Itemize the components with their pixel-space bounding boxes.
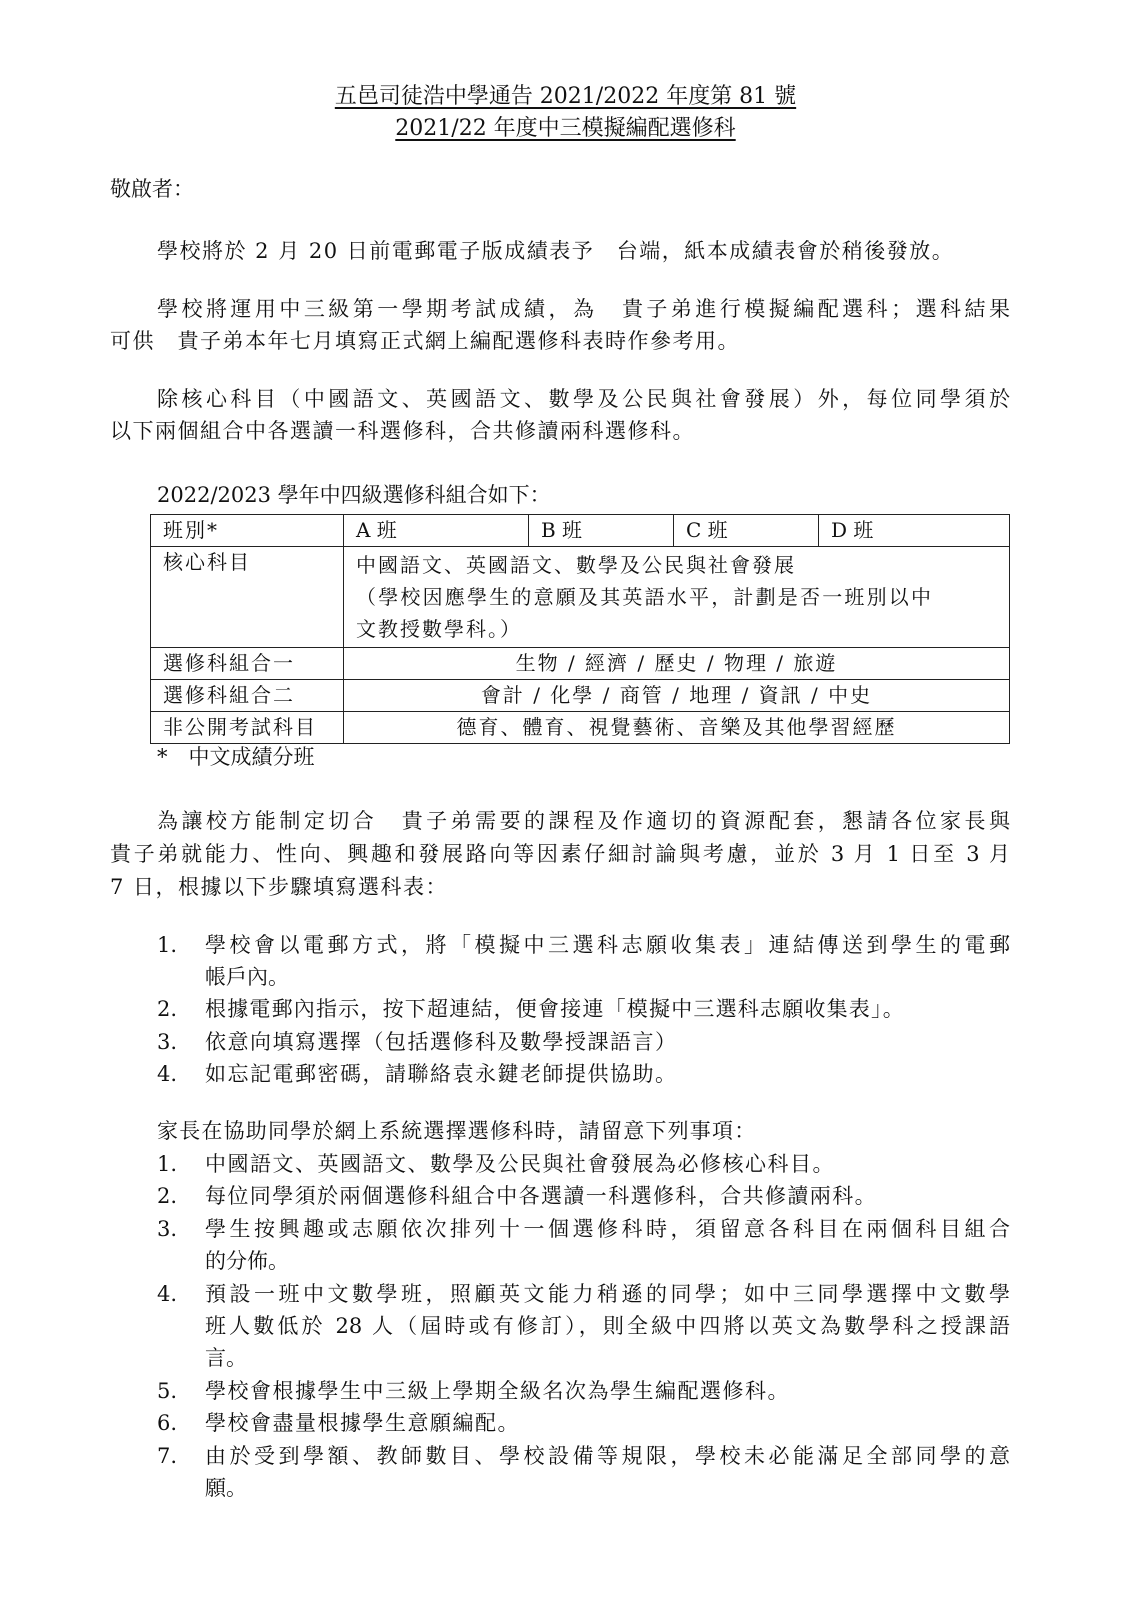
note-3-line-2: 的分佈。 [205, 1249, 289, 1273]
note-7-line-1: 由於受到學額、教師數目、學校設備等規限，學校未必能滿足全部同學的意 [205, 1444, 1010, 1468]
note-7-number: 7. [157, 1444, 178, 1468]
note-6-line-1: 學校會盡量根據學生意願編配。 [205, 1411, 520, 1435]
note-4-line-3: 言。 [205, 1346, 247, 1370]
core-subjects-line-2: （學校因應學生的意願及其英語水平，計劃是否一班別以中 [356, 585, 934, 609]
table-row-group-2 [151, 680, 1010, 712]
note-1-number: 1. [157, 1152, 178, 1176]
paragraph-1: 學校將於 2 月 20 日前電郵電子版成績表予 台端，紙本成績表會於稍後發放。 [157, 239, 955, 263]
note-4-line-2: 班人數低於 28 人（屆時或有修訂），則全級中四將以英文為數學科之授課語 [205, 1314, 1010, 1338]
note-4-number: 4. [157, 1282, 178, 1306]
class-c-header: C 班 [674, 515, 819, 547]
step-2-number: 2. [157, 997, 178, 1021]
note-5-line-1: 學校會根據學生中三級上學期全級名次為學生編配選修科。 [205, 1379, 790, 1403]
core-subjects-line-3: 文教授數學科。） [356, 617, 522, 641]
notice-title: 五邑司徒浩中學通告 2021/2022 年度第 81 號 [334, 84, 797, 109]
step-1-line-2: 帳戶內。 [205, 965, 289, 989]
elective-group-1-label: 選修科組合一 [151, 648, 344, 680]
notice-subtitle: 2021/22 年度中三模擬編配選修科 [395, 116, 736, 141]
paragraph-4-line-1: 為讓校方能制定切合 貴子弟需要的課程及作適切的資源配套，懇請各位家長與 [157, 809, 1010, 833]
paragraph-3-line-1: 除核心科目（中國語文、英國語文、數學及公民與社會發展）外，每位同學須於 [157, 387, 1010, 411]
core-subjects-cell [344, 547, 1010, 648]
table-footnote: * 中文成績分班 [157, 745, 315, 769]
table-header-row [151, 515, 1010, 547]
non-public-exam-value: 德育、體育、視覺藝術、音樂及其他學習經歷 [344, 712, 1010, 744]
paragraph-4-line-3: 7 日，根據以下步驟填寫選科表： [110, 875, 449, 899]
step-4-number: 4. [157, 1062, 178, 1086]
notes-intro: 家長在協助同學於網上系統選擇選修科時，請留意下列事項： [157, 1119, 757, 1143]
note-2-number: 2. [157, 1184, 178, 1208]
table-row-nonpublic [151, 712, 1010, 744]
non-public-exam-label: 非公開考試科目 [151, 712, 344, 744]
note-4-line-1: 預設一班中文數學班，照顧英文能力稍遜的同學；如中三同學選擇中文數學 [205, 1282, 1010, 1306]
paragraph-3-line-2: 以下兩個組合中各選讀一科選修科，合共修讀兩科選修科。 [110, 419, 695, 443]
note-1-line-1: 中國語文、英國語文、數學及公民與社會發展為必修核心科目。 [205, 1152, 835, 1176]
step-3-line-1: 依意向填寫選擇（包括選修科及數學授課語言） [205, 1030, 678, 1054]
elective-group-2-value: 會計 / 化學 / 商管 / 地理 / 資訊 / 中史 [344, 680, 1010, 712]
elective-group-2-label: 選修科組合二 [151, 680, 344, 712]
table-row-group-1 [151, 648, 1010, 680]
note-2-line-1: 每位同學須於兩個選修科組合中各選讀一科選修科，合共修讀兩科。 [205, 1184, 877, 1208]
note-3-line-1: 學生按興趣或志願依次排列十一個選修科時，須留意各科目在兩個科目組合 [205, 1217, 1010, 1241]
paragraph-2-line-1: 學校將運用中三級第一學期考試成績，為 貴子弟進行模擬編配選科；選科結果 [157, 297, 1010, 321]
core-subjects-line-1: 中國語文、英國語文、數學及公民與社會發展 [356, 553, 796, 577]
note-5-number: 5. [157, 1379, 178, 1403]
step-2-line-1: 根據電郵內指示，按下超連結，便會接連「模擬中三選科志願收集表」。 [205, 997, 905, 1021]
class-header-label: 班別* [151, 515, 344, 547]
step-4-line-1: 如忘記電郵密碼，請聯絡袁永鍵老師提供協助。 [205, 1062, 678, 1086]
note-3-number: 3. [157, 1217, 178, 1241]
paragraph-4-line-2: 貴子弟就能力、性向、興趣和發展路向等因素仔細討論與考慮，並於 3 月 1 日至 3 月 [110, 842, 1010, 866]
class-a-header: A 班 [344, 515, 529, 547]
table-row-core [151, 547, 1010, 648]
table-caption: 2022/2023 學年中四級選修科組合如下： [157, 483, 551, 507]
step-1-line-1: 學校會以電郵方式，將「模擬中三選科志願收集表」連結傳送到學生的電郵 [205, 933, 1010, 957]
elective-group-1-value: 生物 / 經濟 / 歷史 / 物理 / 旅遊 [344, 648, 1010, 680]
note-6-number: 6. [157, 1411, 178, 1435]
salutation: 敬啟者： [110, 177, 194, 201]
class-d-header: D 班 [819, 515, 1010, 547]
class-b-header: B 班 [529, 515, 674, 547]
subject-combination-table [150, 514, 1010, 744]
paragraph-2-line-2: 可供 貴子弟本年七月填寫正式網上編配選修科表時作參考用。 [110, 329, 740, 353]
step-3-number: 3. [157, 1030, 178, 1054]
core-subjects-label: 核心科目 [151, 547, 344, 648]
note-7-line-2: 願。 [205, 1476, 247, 1500]
step-1-number: 1. [157, 933, 178, 957]
